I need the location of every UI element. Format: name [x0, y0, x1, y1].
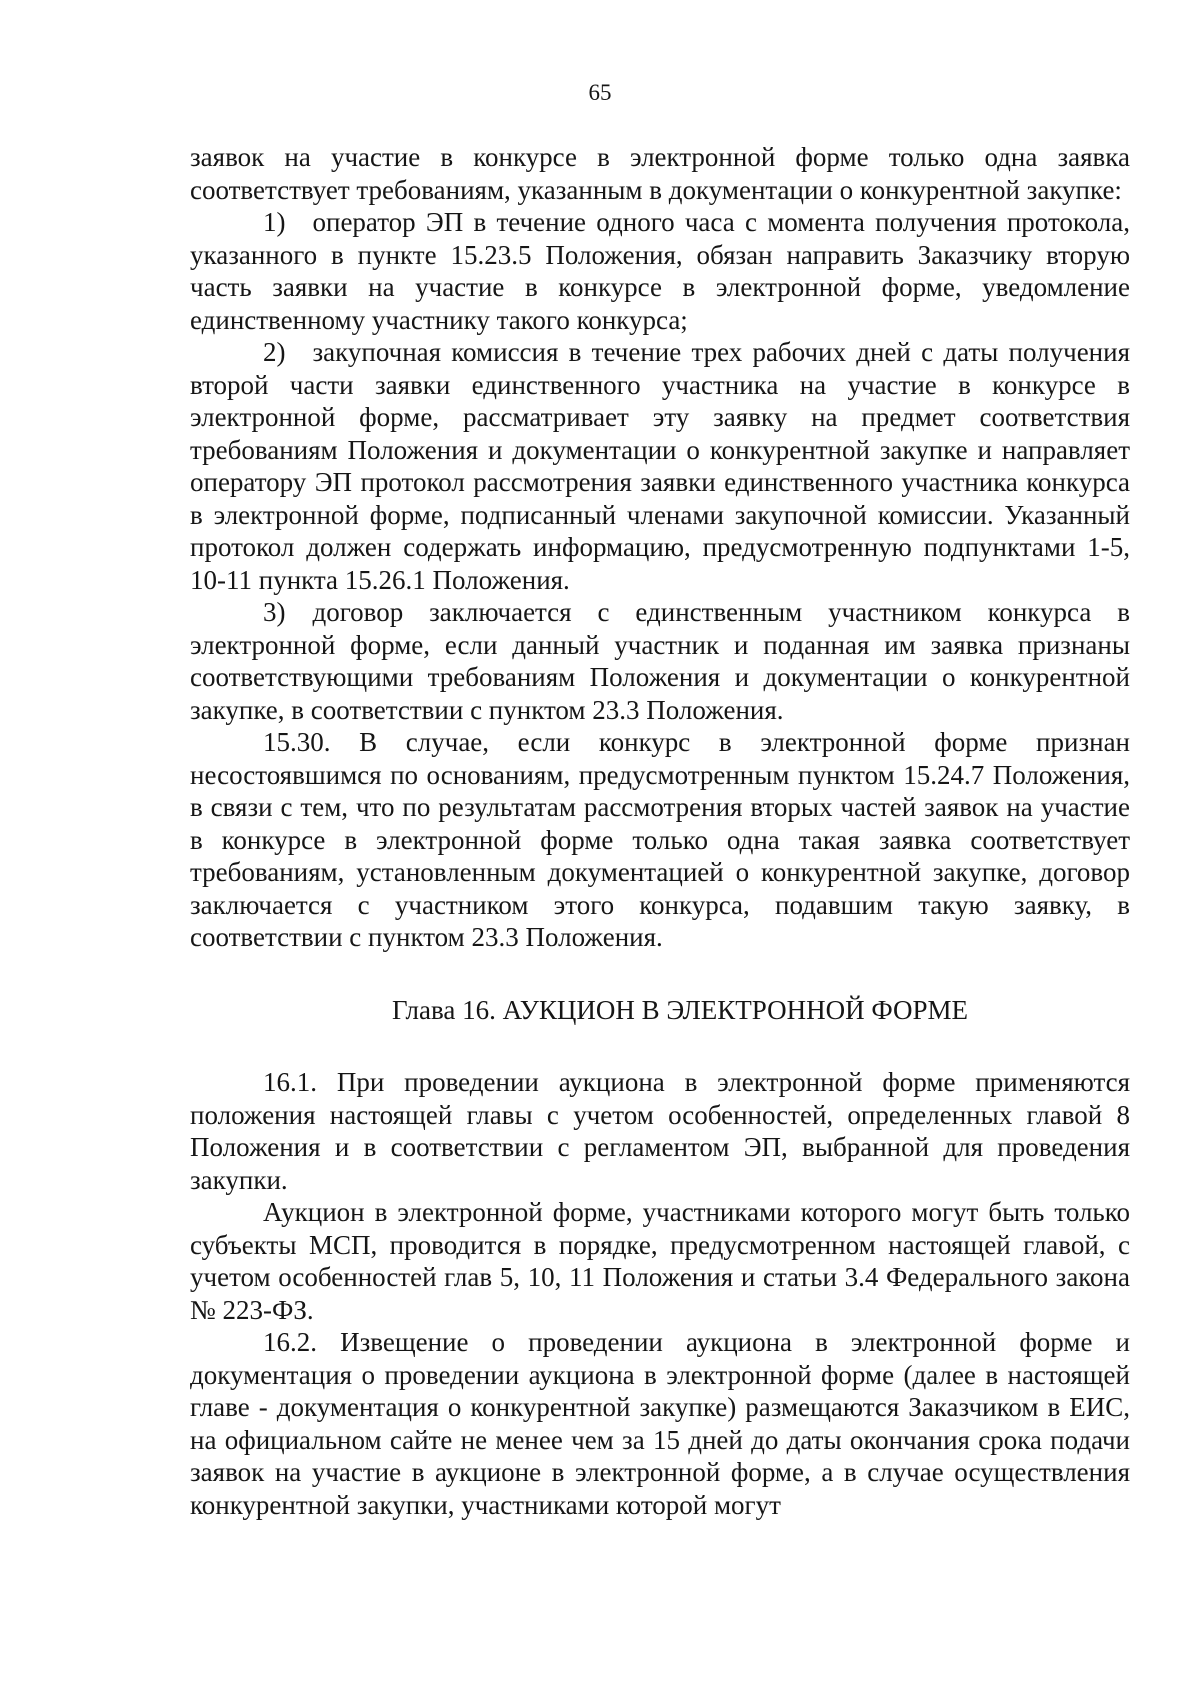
clause-15-30: 15.30. В случае, если конкурс в электронной форме признан несостоявшимся по основаниям, предусмотренным пунктом 15.24.7 Положения, в связи с тем, что по результатам рассмотрения вторых частей заявок на участие в конкурсе в электронной форме только одна такая заявка соответствует требованиям, установленным документацией о конкурентной закупке, договор заключается с участником этого конкурса, подавшим такую заявку, в соответствии с пунктом 23.3 Положения. [190, 727, 1130, 952]
list-item-2: 2) закупочная комиссия в течение трех рабочих дней с даты получения второй части заявки единственного участника на участие в конкурсе в электронной форме, рассматривает эту заявку на предмет соответствия требованиям Положения и документации о конкурентной закупке и направляет оператору ЭП протокол рассмотрения заявки единственного участника конкурса в электронной форме, подписанный членами закупочной комиссии. Указанный протокол должен содержать информацию, предусмотренную подпунктами 1-5, 10-11 пункта 15.26.1 Положения. [190, 337, 1130, 595]
document-body [190, 141, 1130, 1521]
chapter-heading: Глава 16. АУКЦИОН В ЭЛЕКТРОННОЙ ФОРМЕ [391, 994, 969, 1025]
paragraph-msp: Аукцион в электронной форме, участниками которого могут быть только субъекты МСП, проводится в порядке, предусмотренном настоящей главой, с учетом особенностей глав 5, 10, 11 Положения и статьи 3.4 Федерального закона № 223-ФЗ. [190, 1197, 1130, 1325]
list-item-1: 1) оператор ЭП в течение одного часа с момента получения протокола, указанного в пункте 15.23.5 Положения, обязан направить Заказчику вторую часть заявки на участие в конкурсе в электронной форме, уведомление единственному участнику такого конкурса; [190, 207, 1130, 335]
clause-16-2: 16.2. Извещение о проведении аукциона в электронной форме и документация о проведении аукциона в электронной форме (далее в настоящей главе - документация о конкурентной закупке) размещаются Заказчиком в ЕИС, на официальном сайте не менее чем за 15 дней до даты окончания срока подачи заявок на участие в аукционе в электронной форме, а в случае осуществления конкурентной закупки, участниками которой могут [190, 1327, 1130, 1520]
clause-16-1: 16.1. При проведении аукциона в электронной форме применяются положения настоящей главы с учетом особенностей, определенных главой 8 Положения и в соответствии с регламентом ЭП, выбранной для проведения закупки. [190, 1067, 1130, 1195]
list-item-3: 3) договор заключается с единственным участником конкурса в электронной форме, если данный участник и поданная им заявка признаны соответствующими требованиям Положения и документации о конкурентной закупке, в соответствии с пунктом 23.3 Положения. [190, 597, 1130, 725]
page-number: 65 [588, 80, 612, 105]
paragraph-continuation: заявок на участие в конкурсе в электронной форме только одна заявка соответствует требованиям, указанным в документации о конкурентной закупке: [190, 142, 1130, 205]
